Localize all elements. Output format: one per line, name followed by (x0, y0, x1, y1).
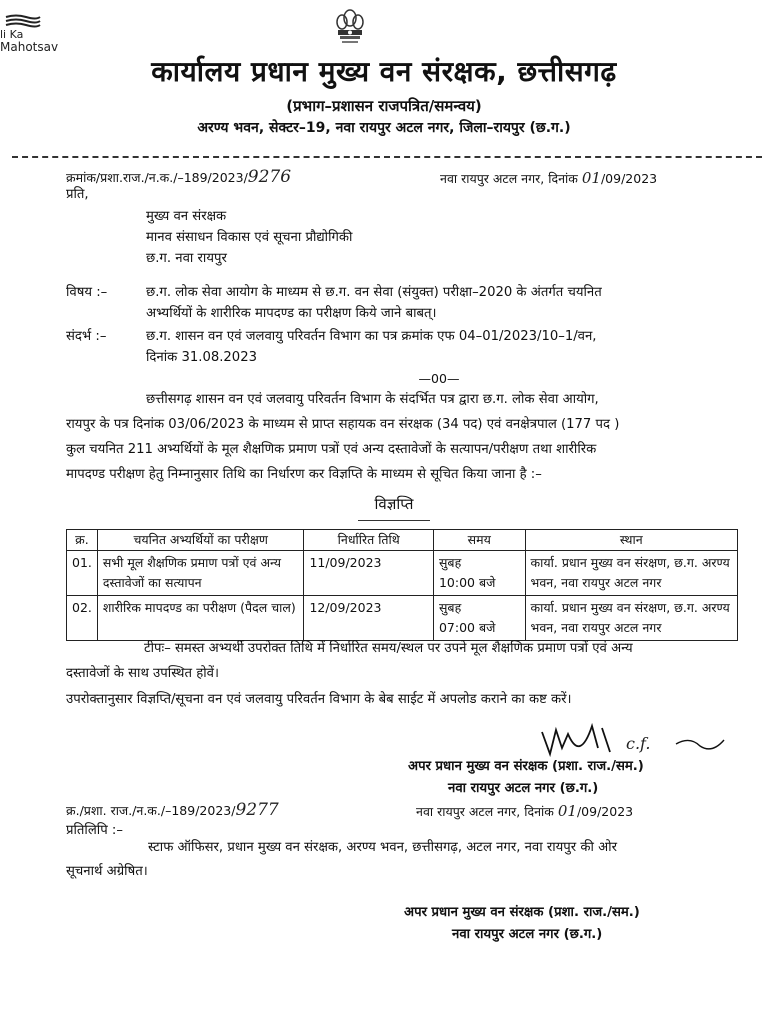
cell-test: शारीरिक मापदण्ड का परीक्षण (पैदल चाल) (97, 596, 304, 641)
logo-text-line2: Mahotsav (0, 40, 59, 54)
azadi-ka-amrit-mahotsav-logo (0, 14, 80, 54)
reference-line: दिनांक 31.08.2023 (146, 350, 257, 365)
place-date-prefix: नवा रायपुर अटल नगर, दिनांक (440, 171, 578, 186)
paragraph-line: रायपुर के पत्र दिनांक 03/06/2023 के माध्यम से प्राप्त सहायक वन संरक्षक (34 पद) एवं वनक्षेत्रपाल (177 पद ) (66, 417, 620, 432)
cell-test: सभी मूल शैक्षणिक प्रमाण पत्रों एवं अन्य दस्तावेजों का सत्यापन (97, 551, 304, 596)
cell-serial: 02. (67, 596, 98, 641)
cell-date: 11/09/2023 (304, 551, 434, 596)
national-emblem-icon (333, 8, 367, 50)
subject-label: विषय :– (66, 285, 108, 300)
section-separator: —00— (418, 371, 460, 386)
recipient-block (146, 206, 352, 269)
column-header: क्र. (67, 530, 98, 551)
copy-label: प्रतिलिपि :– (66, 823, 123, 838)
cell-time (433, 551, 525, 596)
reference-line: छ.ग. शासन वन एवं जलवायु परिवर्तन विभाग का पत्र क्रमांक एफ 04–01/2023/10–1/वन, (146, 329, 597, 344)
signatory2-location: नवा रायपुर अटल नगर (छ.ग.) (452, 927, 603, 942)
notice-note (66, 636, 738, 686)
copy-text (66, 836, 738, 884)
reference-number-handwritten: 9276 (247, 167, 292, 187)
recipient-line: मानव संसाधन विकास एवं सूचना प्रौद्योगिकी (146, 230, 353, 245)
time-part: 07:00 बजे (438, 620, 496, 635)
cell-date: 12/09/2023 (304, 596, 434, 641)
signatory-designation: अपर प्रधान मुख्य वन संरक्षक (प्रशा. राज./सम.) (408, 759, 644, 774)
to-label: प्रति, (66, 187, 89, 202)
copy-place-date (416, 802, 633, 820)
date-day-handwritten: 01 (581, 169, 601, 187)
copy-reference-prefix: क्र./प्रशा. राज./न.क./–189/2023/ (66, 803, 236, 818)
copy-date-rest: /09/2023 (576, 804, 634, 819)
notice-table (66, 529, 738, 641)
office-address: अरण्य भवन, सेक्टर–19, नवा रायपुर अटल नगर, जिला–रायपुर (छ.ग.) (197, 120, 571, 136)
column-header: स्थान (525, 530, 737, 551)
office-subtitle: (प्रभाग–प्रशासन राजपत्रित/समन्वय) (286, 97, 482, 115)
copy-reference-number-handwritten: 9277 (235, 800, 279, 820)
recipient-line: मुख्य वन संरक्षक (146, 209, 227, 224)
signatory2-designation: अपर प्रधान मुख्य वन संरक्षक (प्रशा. राज./सम.) (404, 905, 640, 920)
copy-place-date-prefix: नवा रायपुर अटल नगर, दिनांक (416, 804, 554, 819)
cell-place: कार्या. प्रधान मुख्य वन संरक्षण, छ.ग. अरण्य भवन, नवा रायपुर अटल नगर (525, 596, 737, 641)
subject-text (146, 282, 738, 324)
reference-label: संदर्भ :– (66, 329, 107, 344)
date-rest: /09/2023 (600, 171, 658, 186)
upload-request: उपरोक्तानुसार विज्ञप्ति/सूचना वन एवं जलवायु परिवर्तन विभाग के बेब साईट में अपलोड कराने का कष्ट करें। (66, 692, 572, 707)
table-header-row (67, 530, 738, 551)
table-row (67, 551, 738, 596)
body-paragraph (66, 387, 738, 487)
letter-place-date (440, 169, 657, 187)
recipient-line: छ.ग. नवा रायपुर (146, 251, 227, 266)
table-row (67, 596, 738, 641)
paragraph-line: छत्तीसगढ़ शासन वन एवं जलवायु परिवर्तन विभाग के संदर्भित पत्र द्वारा छ.ग. लोक सेवा आयोग, (146, 392, 599, 407)
copy-line: सूचनार्थ अग्रेषित। (66, 864, 148, 879)
subject-line: छ.ग. लोक सेवा आयोग के माध्यम से छ.ग. वन सेवा (संयुक्त) परीक्षा–2020 के अंतर्गत चयनित (146, 285, 602, 300)
logo-text-line1: li Ka (0, 28, 24, 41)
copy-reference (66, 800, 279, 820)
signatory-location: नवा रायपुर अटल नगर (छ.ग.) (448, 781, 599, 796)
time-part: सुबह (438, 600, 462, 615)
time-part: सुबह (438, 555, 462, 570)
column-header: समय (433, 530, 525, 551)
note-line: टीपः– समस्त अभ्यर्थी उपरोक्त तिथि में निर्धारित समय/स्थल पर उपने मूल शैक्षणिक प्रमाण पत्रों एवं अन्य (144, 641, 633, 656)
cell-place: कार्या. प्रधान मुख्य वन संरक्षण, छ.ग. अरण्य भवन, नवा रायपुर अटल नगर (525, 551, 737, 596)
column-header: चयनित अभ्यर्थियों का परीक्षण (97, 530, 304, 551)
office-title: कार्यालय प्रधान मुख्य वन संरक्षक, छत्तीसगढ़ (151, 55, 617, 88)
letter-reference (66, 167, 291, 187)
signature-handwritten-initials: c.f. (626, 734, 651, 753)
reference-prefix: क्रमांक/प्रशा.राज./न.क./–189/2023/ (66, 170, 248, 185)
header-divider (12, 156, 762, 158)
note-line: दस्तावेजों के साथ उपस्थित होवें। (66, 666, 219, 681)
notice-heading: विज्ञप्ति (358, 494, 430, 521)
paragraph-line: कुल चयनित 211 अभ्यर्थियों के मूल शैक्षणिक प्रमाण पत्रों एवं अन्य दस्तावेजों के सत्यापन/परीक्षण तथा शारीरिक (66, 442, 597, 457)
time-part: 10:00 बजे (438, 575, 496, 590)
copy-line: स्टाफ ऑफिसर, प्रधान मुख्य वन संरक्षक, अरण्य भवन, छत्तीसगढ़, अटल नगर, नवा रायपुर की ओर (148, 840, 618, 855)
reference-text (146, 326, 738, 368)
paragraph-line: मापदण्ड परीक्षण हेतु निम्नानुसार तिथि का निर्धारण कर विज्ञप्ति के माध्यम से सूचित किया जाना है :– (66, 467, 542, 482)
subject-line: अभ्यर्थियों के शारीरिक मापदण्ड का परीक्षण किये जाने बाबत्। (146, 306, 437, 321)
cell-serial: 01. (67, 551, 98, 596)
copy-date-day-handwritten: 01 (557, 802, 577, 820)
logo-waves-icon (4, 14, 42, 28)
cell-time (433, 596, 525, 641)
column-header: निर्धारित तिथि (304, 530, 434, 551)
